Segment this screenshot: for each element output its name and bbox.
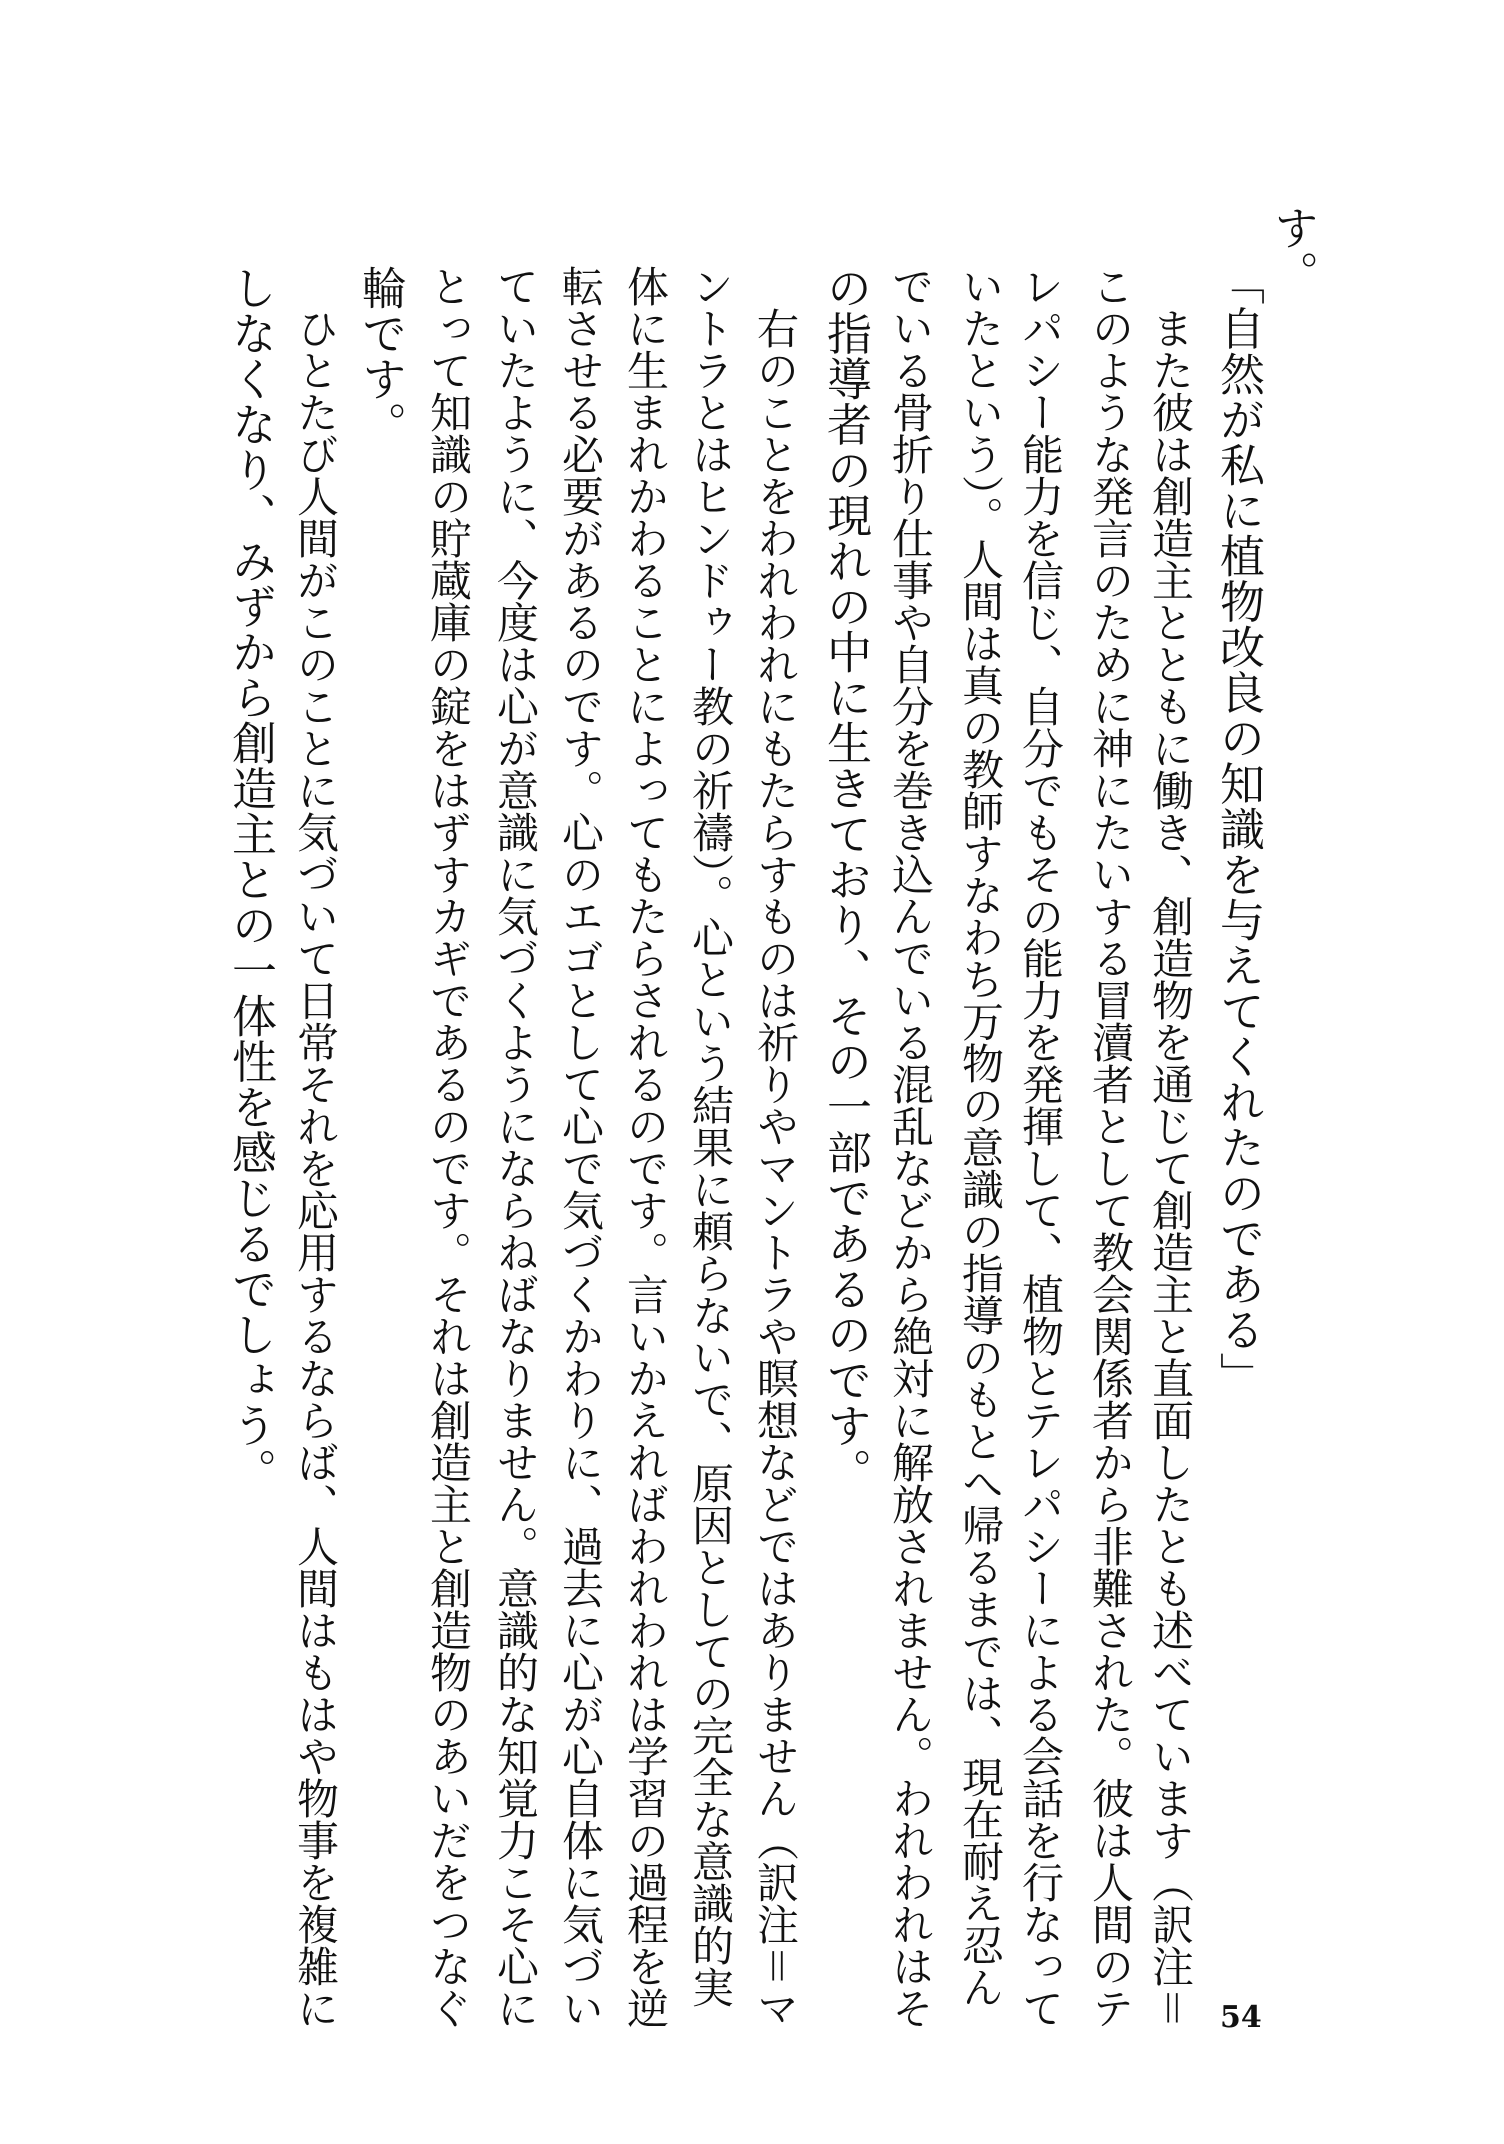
text-line: ていたように、今度は心が意識に気づくようにならねばなりません。意識的な知覚力こそ心に [491,265,540,2029]
text-line: 転させる必要があるのです。心のエゴとして心で気づくかわりに、過去に心が心自体に気づい [556,265,605,2029]
text-line: また彼は創造主とともに働き、創造物を通じて創造主と直面したとも述べています（訳注＝ [1146,265,1195,2029]
text-line: 輪です。 [354,265,407,447]
text-line: ひとたび人間がこのことに気づいて日常それを応用するならば、人間はもはや物事を複雑に [291,265,340,2029]
text-line: とって知識の貯蔵庫の錠をはずすカギであるのです。それは創造主と創造物のあいだをつなぐ [424,265,473,2029]
text-line: 右のことをわれわれにもたらすものは祈りやマントラや瞑想などではありません（訳注＝マ [751,265,800,2029]
text-line: 体に生まれかわることによってもたらされるのです。言いかえればわれわれは学習の過程を逆 [621,265,670,2029]
text-line: 「自然が私に植物改良の知識を与えてくれたのである」 [1212,260,1265,1398]
text-line: の指導者の現れの中に生きており、その一部であるのです。 [819,265,872,1494]
text-line: でいる骨折り仕事や自分を巻き込んでいる混乱などから絶対に解放されません。われわれはそ [886,265,935,2029]
text-line: す。 [1266,205,1319,296]
text-line: ントラとはヒンドゥー教の祈禱）。心という結果に頼らないで、原因としての完全な意識的実 [686,265,735,2008]
page-number: 54 [1220,2000,1262,2035]
text-line: このような発言のために神にたいする冒瀆者として教会関係者から非難された。彼は人間のテ [1086,265,1135,2029]
text-line: レパシー能力を信じ、自分でもその能力を発揮して、植物とテレパシーによる会話を行なって [1016,265,1065,2029]
text-line: しなくなり、みずから創造主との一体性を感じるでしょう。 [224,265,277,1494]
text-line: いたという）。人間は真の教師すなわち万物の意識の指導のもとへ帰るまでは、現在耐え忍ん [956,265,1005,2008]
